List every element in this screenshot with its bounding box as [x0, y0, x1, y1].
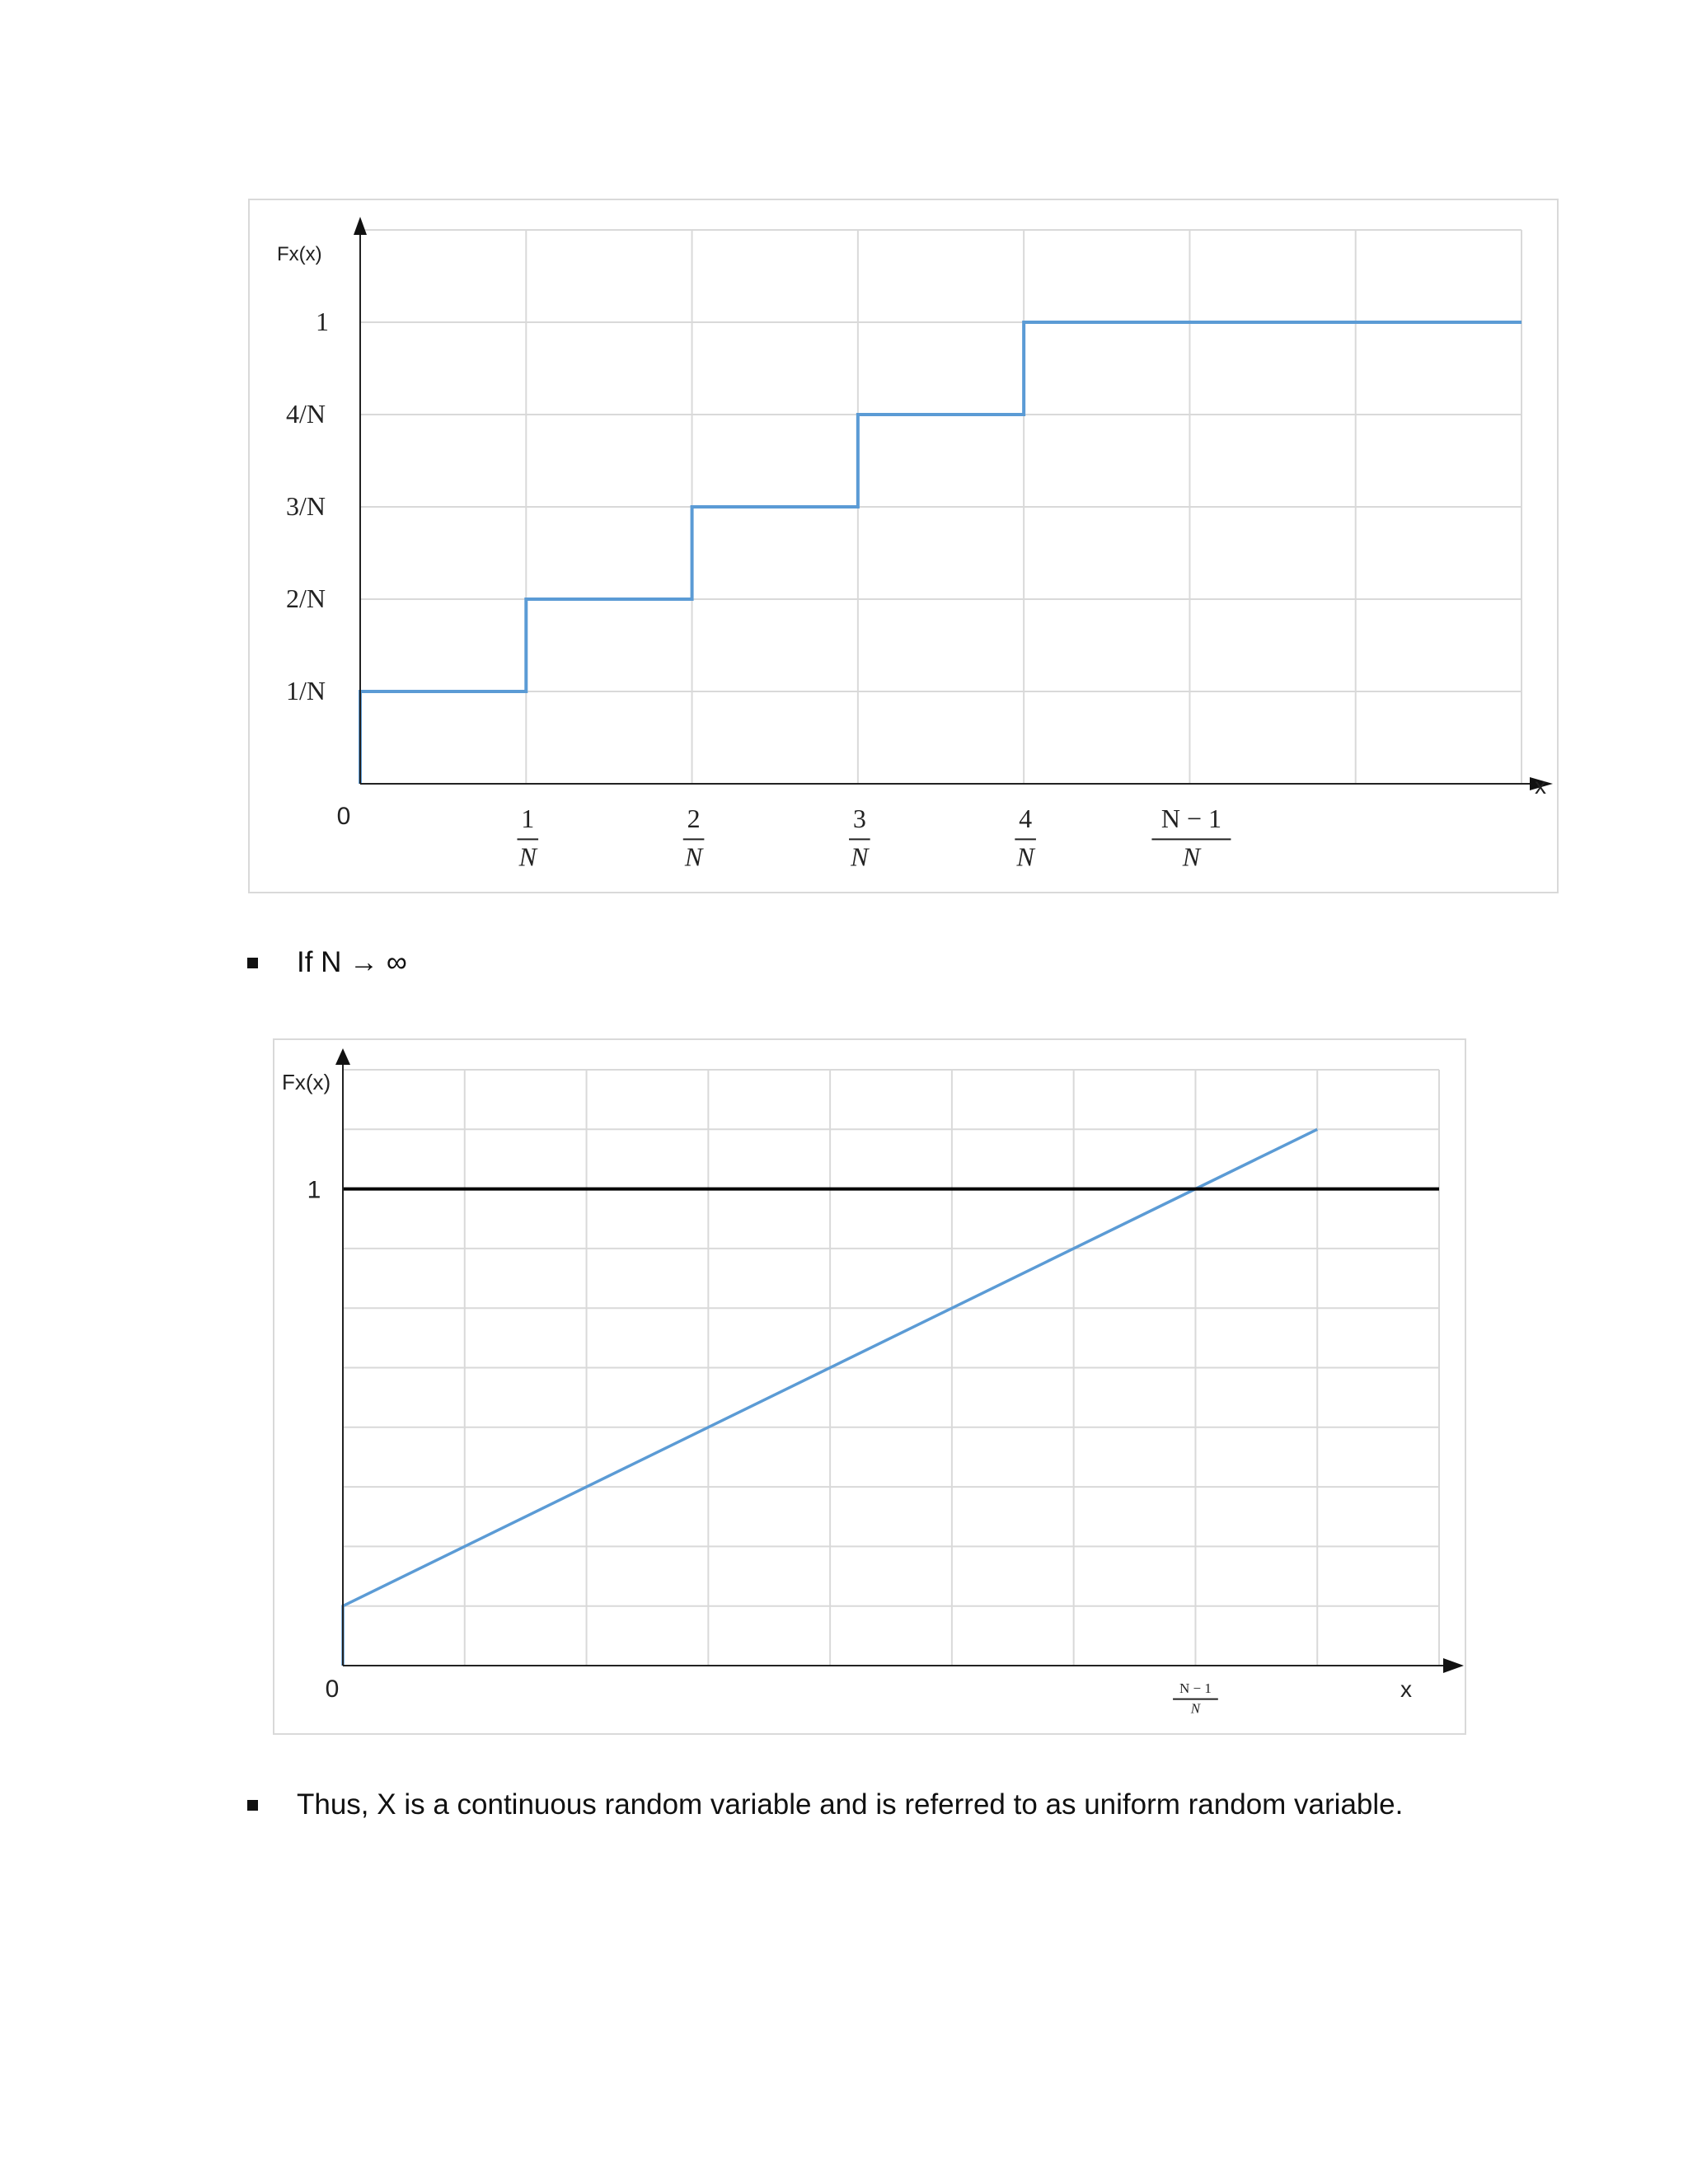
y-tick-label: 3/N [286, 491, 326, 521]
y-axis-title: Fx(x) [277, 243, 322, 265]
bullet-square-icon [247, 1800, 258, 1811]
y-tick-label: 1 [316, 307, 329, 336]
x-tick-label [1173, 1680, 1218, 1717]
bullet-limit [247, 946, 407, 979]
x-tick-label-denominator: N [518, 841, 537, 872]
step-cdf-chart-svg [250, 200, 1560, 895]
y-axis-arrow-icon [335, 1048, 350, 1065]
x-tick-label-numerator: 4 [1019, 804, 1033, 833]
x-tick-label-denominator: N [1016, 841, 1034, 872]
y-tick-label: 1/N [286, 676, 326, 705]
series [343, 1129, 1439, 1666]
x-tick-label [683, 804, 705, 871]
bullet-conclusion [247, 1788, 1403, 1821]
x-tick-label-denominator: N [1190, 1700, 1201, 1717]
continuous-cdf-chart [273, 1038, 1466, 1735]
bullet-text: Thus, X is a continuous random variable and is referred to as uniform random variable. [297, 1788, 1404, 1821]
step-cdf-chart [248, 199, 1559, 893]
x-tick-label-numerator: 3 [852, 804, 866, 833]
y-tick-label: 1 [307, 1176, 321, 1204]
x-tick-label [1015, 804, 1036, 871]
grid [360, 230, 1522, 784]
x-tick-label-denominator: N [684, 841, 703, 872]
x-tick-label-numerator: N − 1 [1179, 1680, 1212, 1696]
y-tick-label: 4/N [286, 399, 326, 429]
y-tick-label: 2/N [286, 583, 326, 613]
x-tick-label [517, 804, 538, 871]
x-tick-label [849, 804, 870, 871]
series [360, 322, 1522, 784]
y-axis-arrow-icon [354, 217, 367, 235]
bullet-square-icon [247, 958, 258, 968]
x-tick-label-zero: 0 [336, 803, 351, 830]
x-axis-title: x [1535, 773, 1546, 799]
bullet-text: If N → ∞ [297, 946, 407, 978]
axes [354, 217, 1553, 790]
x-axis-arrow-icon [1443, 1658, 1464, 1673]
y-axis-title: Fx(x) [282, 1070, 331, 1094]
x-axis-title: x [1400, 1676, 1412, 1702]
grid [343, 1070, 1439, 1666]
x-tick-label-zero: 0 [325, 1675, 340, 1703]
x-tick-label-numerator: 2 [687, 804, 701, 833]
continuous-cdf-chart-svg [274, 1040, 1468, 1736]
x-tick-label [1151, 804, 1231, 871]
step-series-line [360, 322, 1522, 784]
x-tick-label-numerator: N − 1 [1160, 804, 1222, 833]
x-tick-label-denominator: N [851, 841, 869, 872]
x-tick-label-numerator: 1 [521, 804, 535, 833]
x-tick-label-denominator: N [1182, 841, 1201, 872]
